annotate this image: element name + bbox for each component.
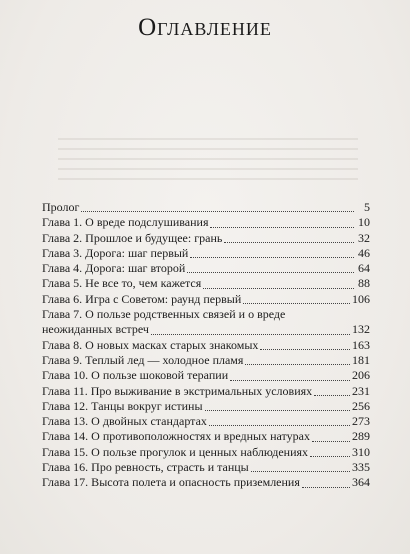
leader-dots <box>210 215 354 228</box>
toc-entry-page: 256 <box>352 398 370 413</box>
leader-dots <box>310 444 350 457</box>
leader-dots <box>243 291 350 304</box>
leader-dots <box>187 260 354 273</box>
toc-entry-label: Глава 17. Высота полета и опасность приземления <box>42 475 300 490</box>
show-through-lines <box>58 138 358 188</box>
toc-entry-page: 5 <box>364 200 370 214</box>
toc-entry-chapter-3 <box>42 246 370 261</box>
toc-entry-chapter-10 <box>42 368 370 383</box>
toc-entry-prologue <box>42 200 370 215</box>
toc-entry-page: 273 <box>352 414 370 429</box>
toc-entry-label: Глава 4. Дорога: шаг второй <box>42 261 186 276</box>
toc-entry-label: Глава 2. Прошлое и будущее: грань <box>42 230 223 245</box>
toc-entry-label-continued: неожиданных встреч <box>42 322 149 337</box>
page-title: Оглавление <box>138 14 272 41</box>
toc-entry-label: Глава 10. О пользе шоковой терапии <box>42 368 229 383</box>
toc-entry-label: Глава 7. О пользе родственных связей и о вреде <box>42 307 286 322</box>
leader-dots <box>312 429 350 442</box>
leader-dots <box>190 245 354 258</box>
toc-entry-chapter-6 <box>42 292 370 307</box>
toc-entry-chapter-2 <box>42 231 370 246</box>
leader-dots <box>302 475 350 488</box>
toc-entry-page: 64 <box>358 261 370 276</box>
toc-entry-page: 364 <box>352 475 370 490</box>
toc-entry-page: 335 <box>352 460 370 475</box>
toc-entry-label: Пролог <box>42 200 80 214</box>
toc-entry-page: 181 <box>352 352 370 367</box>
toc-entry-chapter-17 <box>42 475 370 490</box>
toc-entry-page: 231 <box>352 383 370 398</box>
toc-entry-page: 132 <box>352 322 370 337</box>
leader-dots <box>314 383 350 396</box>
leader-dots <box>224 230 354 243</box>
leader-dots <box>209 413 350 426</box>
toc-entry-chapter-14 <box>42 429 370 444</box>
toc-entry-chapter-7-line-1 <box>42 307 370 322</box>
toc-entry-chapter-7-line-2 <box>42 322 370 337</box>
toc-entry-chapter-8 <box>42 338 370 353</box>
leader-dots <box>205 398 350 411</box>
toc-entry-chapter-16 <box>42 460 370 475</box>
leader-dots <box>203 276 354 289</box>
toc-entry-chapter-9 <box>42 353 370 368</box>
toc-entry-page: 289 <box>352 429 370 444</box>
toc-entry-label: Глава 3. Дорога: шаг первый <box>42 245 189 260</box>
toc-entry-label: Глава 12. Танцы вокруг истины <box>42 398 203 413</box>
leader-dots <box>151 322 350 335</box>
toc-entry-page: 88 <box>358 276 370 291</box>
toc-entry-label: Глава 6. Игра с Советом: раунд первый <box>42 291 242 306</box>
toc-entry-label: Глава 16. Про ревность, страсть и танцы <box>42 460 249 475</box>
toc-entry-chapter-15 <box>42 445 370 460</box>
toc-entry-chapter-5 <box>42 276 370 291</box>
leader-dots <box>245 352 350 365</box>
toc-entry-label: Глава 13. О двойных стандартах <box>42 414 207 429</box>
toc-entry-chapter-4 <box>42 261 370 276</box>
toc-entry-page: 46 <box>358 245 370 260</box>
toc-entry-chapter-11 <box>42 384 370 399</box>
toc-entry-page: 106 <box>352 291 370 306</box>
toc-entry-page: 163 <box>352 337 370 352</box>
toc-entry-page: 32 <box>358 230 370 245</box>
leader-dots <box>230 368 350 381</box>
toc-entry-chapter-13 <box>42 414 370 429</box>
toc-entry-label: Глава 5. Не все то, чем кажется <box>42 276 202 291</box>
toc-entry-label: Глава 1. О вреде подслушивания <box>42 215 209 230</box>
table-of-contents <box>42 200 370 491</box>
toc-entry-label: Глава 14. О противоположностях и вредных натурах <box>42 429 310 444</box>
toc-entry-page: 206 <box>352 368 370 383</box>
toc-entry-chapter-12 <box>42 399 370 414</box>
toc-entry-label: Глава 15. О пользе прогулок и ценных наблюдениях <box>42 444 309 459</box>
toc-entry-page: 310 <box>352 444 370 459</box>
toc-entry-label: Глава 9. Теплый лед — холодное пламя <box>42 352 244 367</box>
leader-dots <box>81 199 354 212</box>
toc-entry-page: 10 <box>358 215 370 230</box>
toc-entry-chapter-1 <box>42 215 370 230</box>
leader-dots <box>260 337 350 350</box>
toc-entry-label: Глава 8. О новых масках старых знакомых <box>42 337 259 352</box>
toc-entry-label: Глава 11. Про выживание в экстримальных условиях <box>42 383 313 398</box>
leader-dots <box>251 459 350 472</box>
